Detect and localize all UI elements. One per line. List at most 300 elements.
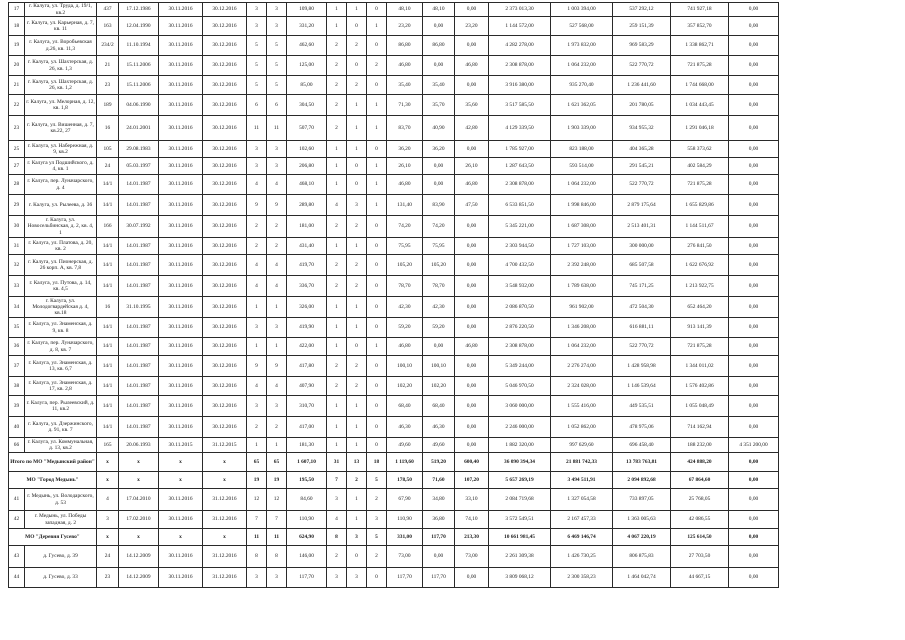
table-cell: 1	[347, 511, 367, 529]
table-cell: 2	[347, 216, 367, 238]
table-cell: 1	[247, 297, 267, 318]
table-cell: 67 864,60	[671, 472, 729, 489]
table-cell: 419,90	[287, 318, 327, 338]
table-cell: 30.12.2016	[203, 76, 247, 95]
table-cell: 13	[347, 453, 367, 472]
table-cell: 0,00	[729, 511, 779, 529]
table-cell: 30.12.2016	[203, 396, 247, 417]
table-cell: 2 246 000,00	[489, 417, 551, 438]
table-cell: x	[203, 472, 247, 489]
table-cell: 4	[327, 195, 347, 216]
table-cell: 14/1	[97, 356, 119, 377]
table-cell: 30.12.2016	[203, 417, 247, 438]
table-cell: 522 770,72	[613, 338, 671, 356]
table-cell: 30	[9, 216, 25, 238]
table-cell: 0,00	[455, 216, 489, 238]
table-cell: 0,00	[423, 175, 455, 195]
table-cell: x	[159, 472, 203, 489]
table-cell: 1 052 862,00	[551, 417, 613, 438]
table-cell: 30.12.2016	[203, 95, 247, 116]
table-cell: 17.04.2010	[119, 489, 159, 511]
table-cell: 0,00	[729, 116, 779, 141]
table-cell: 2	[347, 276, 367, 297]
table-row	[9, 195, 779, 216]
table-row	[9, 489, 779, 511]
table-cell: 741 927,18	[671, 3, 729, 17]
table-cell: 36 090 394,34	[489, 453, 551, 472]
table-cell: 4 067 220,19	[613, 529, 671, 546]
table-cell: 59,20	[423, 318, 455, 338]
table-cell: 1	[327, 238, 347, 255]
table-cell: 0	[347, 56, 367, 76]
table-cell: 9	[247, 195, 267, 216]
table-cell: 2	[327, 76, 347, 95]
table-cell: 3	[267, 3, 287, 17]
table-cell: 1 789 638,00	[551, 276, 613, 297]
table-cell: 181,00	[287, 216, 327, 238]
table-cell: 68,40	[423, 396, 455, 417]
table-cell: г. Калуга, ул. Вишенная, д. 7, кв.22, 27	[25, 116, 97, 141]
table-cell: 0,00	[729, 141, 779, 158]
table-cell: 46,80	[455, 338, 489, 356]
table-row	[9, 377, 779, 396]
table-cell: 42 086,55	[671, 511, 729, 529]
table-cell: 0,00	[455, 318, 489, 338]
table-cell: 1 973 832,00	[551, 36, 613, 56]
table-cell: 1	[347, 438, 367, 453]
table-cell: 30.11.2016	[159, 568, 203, 588]
table-cell: 9	[267, 195, 287, 216]
table-cell: 3	[347, 529, 367, 546]
table-cell: 3	[347, 568, 367, 588]
table-cell: 472 504,30	[613, 297, 671, 318]
table-cell: 5	[247, 36, 267, 56]
table-cell: 1 882 320,00	[489, 438, 551, 453]
table-row	[9, 238, 779, 255]
table-cell: 3	[247, 568, 267, 588]
table-cell: 30.11.2016	[159, 116, 203, 141]
table-cell: 30.11.2016	[159, 141, 203, 158]
table-cell: 449 535,51	[613, 396, 671, 417]
table-cell: 3	[267, 396, 287, 417]
table-cell: 961 902,00	[551, 297, 613, 318]
table-cell: 0,00	[729, 472, 779, 489]
table-cell: 44	[9, 568, 25, 588]
table-cell: 0,00	[423, 17, 455, 36]
table-cell: 117,70	[287, 568, 327, 588]
table-cell: г. Калуга, ул. Знаменская, д. 9, кв. 8	[25, 318, 97, 338]
table-cell: 0,00	[455, 238, 489, 255]
table-cell: 30.12.2016	[203, 338, 247, 356]
table-cell: x	[159, 529, 203, 546]
table-cell: 3	[247, 3, 267, 17]
table-cell: 38	[9, 377, 25, 396]
table-cell: 2	[247, 216, 267, 238]
table-cell: 27	[9, 158, 25, 175]
table-cell: 4	[267, 377, 287, 396]
table-cell: г. Калуга, ул. Новосельбинская, д. 2, кв. 4, 1	[25, 216, 97, 238]
table-cell: x	[119, 472, 159, 489]
table-cell: 2	[347, 377, 367, 396]
table-cell: 1 119,60	[387, 453, 423, 472]
table-cell: 3	[267, 17, 287, 36]
table-cell: 1 064 232,00	[551, 56, 613, 76]
table-cell: 30.12.2016	[203, 141, 247, 158]
table-cell: 0,00	[729, 175, 779, 195]
table-cell: 1	[347, 417, 367, 438]
table-cell: 1 346 208,00	[551, 318, 613, 338]
table-cell: 125,00	[287, 56, 327, 76]
table-cell: 30.11.2016	[159, 338, 203, 356]
table-cell: 30.12.2016	[203, 158, 247, 175]
table-cell: 18	[367, 453, 387, 472]
table-cell: 0,00	[455, 438, 489, 453]
table-cell: 46,30	[423, 417, 455, 438]
table-cell: 0,00	[729, 17, 779, 36]
table-cell: 11	[267, 116, 287, 141]
table-cell: 1	[267, 297, 287, 318]
table-cell: 3	[267, 568, 287, 588]
table-cell: 14.01.1987	[119, 417, 159, 438]
table-cell: 522 770,72	[613, 175, 671, 195]
table-cell: г. Калуга, ул. Рылеева, д. 36	[25, 195, 97, 216]
table-cell: 304,50	[287, 95, 327, 116]
table-cell: 6	[267, 95, 287, 116]
table-cell: 823 188,00	[551, 141, 613, 158]
table-cell: 0,00	[729, 297, 779, 318]
table-cell: 21	[9, 76, 25, 95]
table-cell: 0,00	[729, 216, 779, 238]
table-cell: 86,80	[387, 36, 423, 56]
table-cell: г. Калуга, ул. Дзержинского, д. 91, кв. 7	[25, 417, 97, 438]
table-cell: 11	[247, 529, 267, 546]
table-cell: 36,20	[387, 141, 423, 158]
table-cell: 30.11.2016	[159, 238, 203, 255]
table-cell: 31.12.2016	[203, 568, 247, 588]
table-cell: 1 426 730,25	[551, 546, 613, 568]
table-cell: 35,70	[423, 95, 455, 116]
table-cell: 31.12.2016	[203, 546, 247, 568]
table-cell: 1 744 668,00	[671, 76, 729, 95]
table-cell: 2	[327, 216, 347, 238]
table-cell: 1	[267, 438, 287, 453]
table-cell: 4	[267, 175, 287, 195]
table-cell: 30.12.2016	[203, 56, 247, 76]
table-cell: 30.12.2016	[203, 3, 247, 17]
table-cell: 0	[347, 338, 367, 356]
table-cell: 1 344 011,02	[671, 356, 729, 377]
table-cell: 2 876 220,50	[489, 318, 551, 338]
table-row	[9, 17, 779, 36]
table-cell: 1	[247, 438, 267, 453]
table-cell: 0	[347, 17, 367, 36]
subtotal-label: МО "Город Медынь"	[9, 472, 97, 489]
table-cell: 3	[247, 318, 267, 338]
table-cell: 30.11.2016	[159, 489, 203, 511]
table-cell: 23	[97, 568, 119, 588]
table-cell: 30.12.2016	[203, 36, 247, 56]
table-cell: 1 213 922,75	[671, 276, 729, 297]
table-cell: 85,00	[287, 76, 327, 95]
table-cell: 0,00	[455, 36, 489, 56]
table-cell: 13 783 763,81	[613, 453, 671, 472]
table-cell: 5	[267, 76, 287, 95]
table-cell: 1	[327, 438, 347, 453]
table-row	[9, 158, 779, 175]
table-cell: x	[119, 453, 159, 472]
table-cell: 507,70	[287, 116, 327, 141]
table-cell: 1	[347, 318, 367, 338]
table-cell: 65	[267, 453, 287, 472]
table-cell: 14.01.1987	[119, 238, 159, 255]
table-cell: 28	[9, 175, 25, 195]
table-cell: г. Калуга, ул. Коммунальная, д. 13, кв.2	[25, 438, 97, 453]
subtotal-row	[9, 453, 779, 472]
table-cell: 30.11.2016	[159, 377, 203, 396]
table-cell: 31	[9, 238, 25, 255]
table-cell: 46,30	[387, 417, 423, 438]
table-cell: 0	[367, 255, 387, 276]
table-cell: 67,90	[387, 489, 423, 511]
table-cell: 33	[9, 276, 25, 297]
table-row	[9, 356, 779, 377]
table-row	[9, 175, 779, 195]
table-cell: 21	[97, 56, 119, 76]
table-cell: 46,80	[455, 175, 489, 195]
table-cell: 42,30	[423, 297, 455, 318]
table-cell: 0	[367, 3, 387, 17]
table-cell: 15.11.2006	[119, 76, 159, 95]
table-cell: 46,80	[387, 175, 423, 195]
table-cell: 0,00	[729, 3, 779, 17]
table-cell: 0,00	[729, 338, 779, 356]
table-cell: 1	[327, 318, 347, 338]
subtotal-label: МО "Деревня Гусево"	[9, 529, 97, 546]
table-cell: 195,50	[287, 472, 327, 489]
table-cell: г. Калуга, ул. Путова, д. 14, кв. 4,5	[25, 276, 97, 297]
table-cell: 336,70	[287, 276, 327, 297]
table-cell: 59,20	[387, 318, 423, 338]
table-cell: 2	[327, 95, 347, 116]
table-cell: 24	[97, 158, 119, 175]
table-cell: 66	[9, 438, 25, 453]
table-cell: 3 517 585,50	[489, 95, 551, 116]
table-cell: 14.01.1987	[119, 175, 159, 195]
table-cell: 27 703,50	[671, 546, 729, 568]
table-cell: 537 292,12	[613, 3, 671, 17]
table-cell: 0,00	[729, 195, 779, 216]
table-cell: 8	[327, 529, 347, 546]
table-cell: г. Калуга, пер. Рылеевский, д. 11, кв.2	[25, 396, 97, 417]
table-cell: 146,00	[287, 546, 327, 568]
table-cell: д. Гусево, д. 39	[25, 546, 97, 568]
table-cell: 30.11.2016	[159, 255, 203, 276]
table-cell: 48,10	[423, 3, 455, 17]
table-cell: 2	[347, 76, 367, 95]
table-cell: 166	[97, 216, 119, 238]
table-cell: 0,00	[729, 276, 779, 297]
table-cell: 402 584,29	[671, 158, 729, 175]
table-cell: 19	[267, 472, 287, 489]
table-cell: 74,20	[423, 216, 455, 238]
table-cell: 14/1	[97, 238, 119, 255]
table-cell: 1 236 441,60	[613, 76, 671, 95]
table-cell: 3 572 549,51	[489, 511, 551, 529]
table-cell: 30.12.2016	[203, 17, 247, 36]
table-cell: 714 162,94	[671, 417, 729, 438]
table-cell: 1 622 676,92	[671, 255, 729, 276]
table-cell: 417,80	[287, 356, 327, 377]
table-cell: 73,00	[387, 546, 423, 568]
table-cell: 600,40	[455, 453, 489, 472]
table-cell: 131,40	[387, 195, 423, 216]
table-cell: 42,80	[455, 116, 489, 141]
table-cell: 30.12.2016	[203, 116, 247, 141]
table-cell: 1	[327, 417, 347, 438]
table-cell: 478 975,06	[613, 417, 671, 438]
table-cell: 1	[327, 338, 347, 356]
table-cell: 4	[247, 175, 267, 195]
table-cell: 0,00	[729, 489, 779, 511]
table-cell: 105,20	[387, 255, 423, 276]
table-cell: 0	[367, 76, 387, 95]
table-cell: 109,80	[287, 3, 327, 17]
table-cell: 43	[9, 546, 25, 568]
table-cell: 0,00	[423, 338, 455, 356]
table-cell: 30.12.2016	[203, 216, 247, 238]
table-cell: 2	[327, 356, 347, 377]
table-cell: 1	[347, 141, 367, 158]
table-cell: 21 881 742,33	[551, 453, 613, 472]
table-cell: 2 261 309,38	[489, 546, 551, 568]
table-cell: 20.06.1993	[119, 438, 159, 453]
table-cell: г. Медынь, ул. Победы западная, д. 2	[25, 511, 97, 529]
table-cell: 2 084 719,68	[489, 489, 551, 511]
table-cell: 4	[267, 255, 287, 276]
table-cell: 206,80	[287, 158, 327, 175]
table-cell: 1	[327, 17, 347, 36]
table-cell: 0	[367, 377, 387, 396]
table-cell: 31.10.1995	[119, 297, 159, 318]
table-cell: г. Калуга ул Подшийского, д. 4, кв. 1	[25, 158, 97, 175]
table-cell: 1	[247, 338, 267, 356]
table-cell: 30.11.2016	[159, 417, 203, 438]
table-cell: 71,60	[423, 472, 455, 489]
table-cell: 10 661 981,45	[489, 529, 551, 546]
table-cell: 1	[367, 95, 387, 116]
table-cell: 1 287 643,50	[489, 158, 551, 175]
table-cell: 74,10	[455, 511, 489, 529]
table-cell: 16	[97, 116, 119, 141]
table-cell: 36,20	[423, 141, 455, 158]
table-cell: 1	[347, 489, 367, 511]
table-cell: 0,00	[729, 417, 779, 438]
table-cell: 0	[367, 417, 387, 438]
table-cell: 102,20	[387, 377, 423, 396]
table-cell: 2	[267, 216, 287, 238]
table-cell: 30.11.2016	[159, 36, 203, 56]
table-cell: 0	[367, 568, 387, 588]
table-cell: 26,10	[455, 158, 489, 175]
table-cell: 2	[347, 255, 367, 276]
table-cell: 0,00	[729, 568, 779, 588]
table-cell: 234/2	[97, 36, 119, 56]
table-cell: 34,80	[423, 489, 455, 511]
table-cell: 1	[367, 17, 387, 36]
table-cell: 25 768,05	[671, 489, 729, 511]
table-cell: 997 629,60	[551, 438, 613, 453]
table-cell: 5 046 970,50	[489, 377, 551, 396]
table-cell: 934 955,32	[613, 116, 671, 141]
table-cell: 419,70	[287, 255, 327, 276]
table-cell: 05.03.1997	[119, 158, 159, 175]
table-cell: 83,70	[387, 116, 423, 141]
table-cell: г. Калуга, ул. Знаменская, д. 13, кв. 6,7	[25, 356, 97, 377]
table-cell: 35,40	[423, 76, 455, 95]
table-cell: г. Калуга, ул. Молодогвардейская д. 4, кв.18	[25, 297, 97, 318]
table-cell: 14.01.1987	[119, 255, 159, 276]
table-cell: 0,00	[729, 95, 779, 116]
table-cell: 35,60	[455, 95, 489, 116]
table-cell: 404 365,28	[613, 141, 671, 158]
table-cell: 4 282 278,00	[489, 36, 551, 56]
table-cell: 1	[347, 396, 367, 417]
table-cell: 14/1	[97, 175, 119, 195]
table-cell: 519,20	[423, 453, 455, 472]
table-cell: 78,70	[423, 276, 455, 297]
table-cell: 5	[267, 56, 287, 76]
table-cell: 0	[347, 175, 367, 195]
table-cell: 5 349 244,00	[489, 356, 551, 377]
table-cell: 42,30	[387, 297, 423, 318]
table-cell: 3 916 380,00	[489, 76, 551, 95]
table-cell: 30.11.2016	[159, 396, 203, 417]
table-cell: 30.12.2016	[203, 377, 247, 396]
table-cell: 0	[367, 297, 387, 318]
table-cell: 259 151,39	[613, 17, 671, 36]
table-row	[9, 36, 779, 56]
table-cell: 310,70	[287, 396, 327, 417]
table-cell: 2	[247, 417, 267, 438]
table-cell: 2 392 248,00	[551, 255, 613, 276]
table-cell: 18	[9, 17, 25, 36]
table-cell: 46,80	[387, 56, 423, 76]
table-cell: 0	[367, 318, 387, 338]
table-cell: 2 308 878,00	[489, 175, 551, 195]
table-cell: 326,00	[287, 297, 327, 318]
table-cell: 86,80	[423, 36, 455, 56]
table-cell: 0,00	[455, 356, 489, 377]
table-row	[9, 216, 779, 238]
table-cell: 1 576 402,86	[671, 377, 729, 396]
table-cell: 117,70	[387, 568, 423, 588]
table-cell: 22	[9, 95, 25, 116]
table-cell: 733 897,05	[613, 489, 671, 511]
table-cell: 0	[367, 36, 387, 56]
table-cell: 12	[267, 489, 287, 511]
table-cell: 0,00	[423, 546, 455, 568]
table-cell: 1	[327, 141, 347, 158]
table-row	[9, 438, 779, 453]
table-cell: 35	[9, 318, 25, 338]
table-cell: 417,00	[287, 417, 327, 438]
table-cell: 1 327 054,58	[551, 489, 613, 511]
table-cell: 2	[327, 116, 347, 141]
table-cell: x	[203, 453, 247, 472]
table-cell: 4	[327, 511, 347, 529]
table-cell: 30.11.2016	[159, 56, 203, 76]
table-cell: 30.12.2016	[203, 276, 247, 297]
